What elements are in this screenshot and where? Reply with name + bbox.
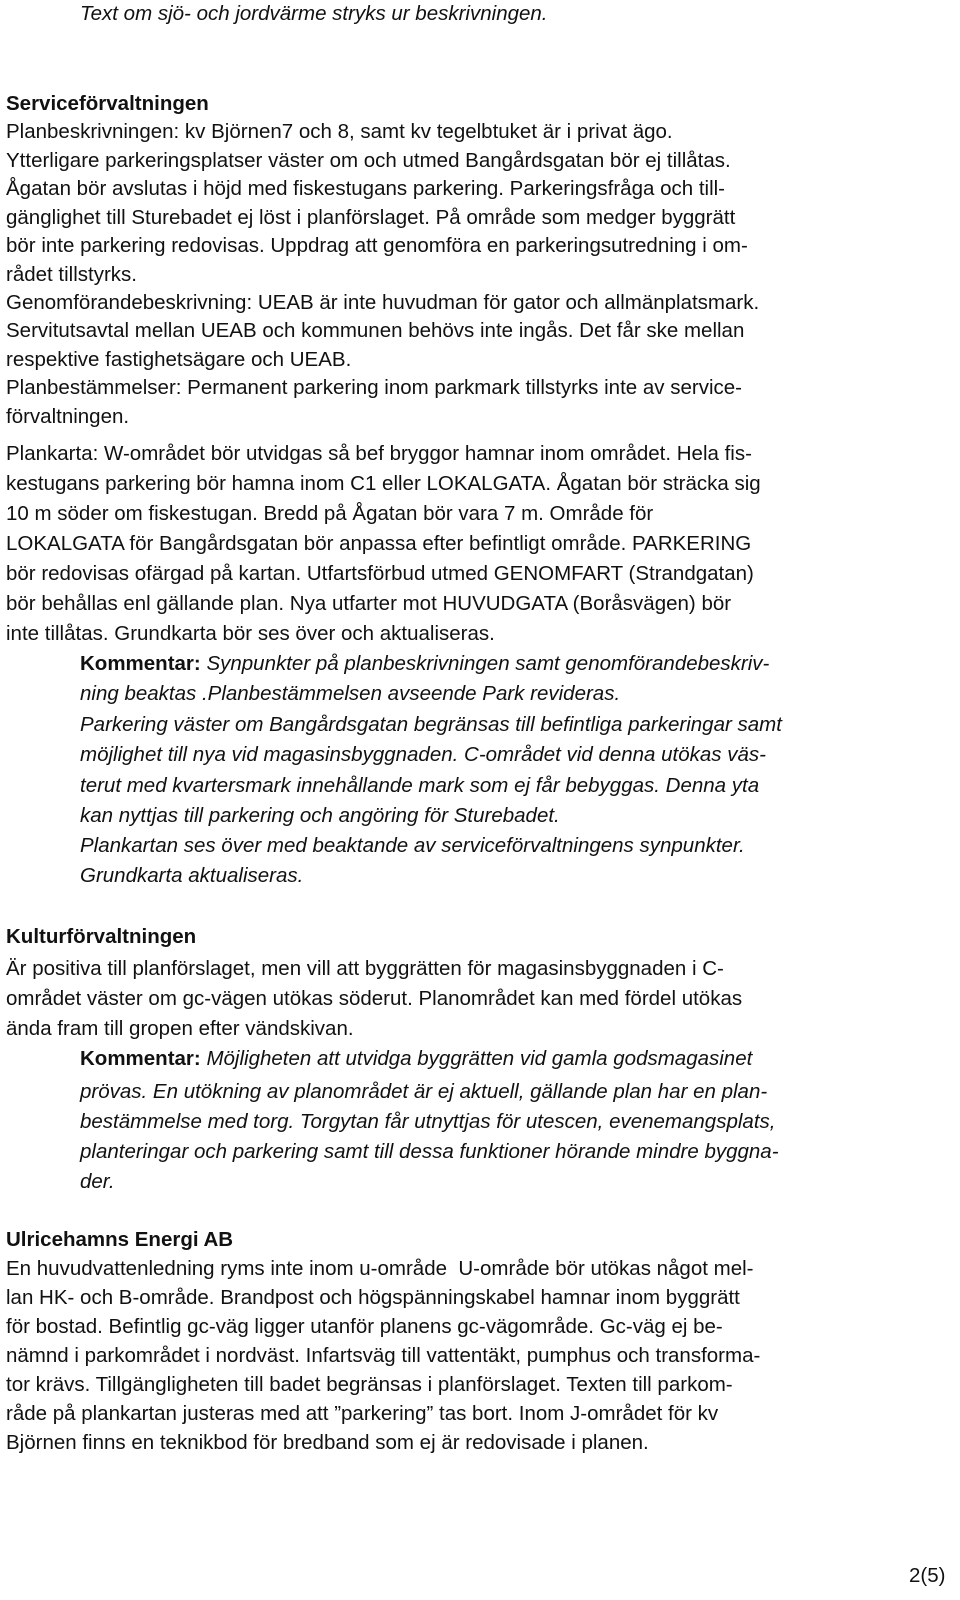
body-line: nämnd i parkområdet i nordväst. Infartsväg till vattentäkt, pumphus och transforma- — [6, 1344, 761, 1367]
body-line: förvaltningen. — [6, 405, 130, 428]
comment-line: Plankartan ses över med beaktande av serviceförvaltningens synpunkter. — [80, 834, 745, 857]
section-heading-serviceforvaltningen: Serviceförvaltningen — [6, 92, 209, 115]
comment-line: möjlighet till nya vid magasinsbyggnaden. C-området vid denna utökas väs- — [80, 743, 766, 766]
body-line: Planbeskrivningen: kv Björnen7 och 8, samt kv tegelbtuket är i privat ägo. — [6, 120, 673, 143]
body-line: En huvudvattenledning ryms inte inom u-område U-område bör utökas något mel- — [6, 1257, 754, 1280]
intro-note: Text om sjö- och jordvärme stryks ur beskrivningen. — [80, 2, 548, 25]
comment-line: Grundkarta aktualiseras. — [80, 864, 304, 887]
body-line: bör redovisas ofärgad på kartan. Utfartsförbud utmed GENOMFART (Strandgatan) — [6, 562, 754, 585]
body-line: Ytterligare parkeringsplatser väster om och utmed Bangårdsgatan bör ej tillåtas. — [6, 149, 731, 172]
body-line: gänglighet till Sturebadet ej löst i planförslaget. På område som medger byggrätt — [6, 206, 736, 229]
body-line: Björnen finns en teknikbod för bredband som ej är redovisade i planen. — [6, 1431, 649, 1454]
body-line: Plankarta: W-området bör utvidgas så bef bryggor hamnar inom området. Hela fis- — [6, 442, 752, 465]
comment-label: Kommentar: — [80, 652, 201, 675]
body-line: inte tillåtas. Grundkarta bör ses över och aktualiseras. — [6, 622, 495, 645]
comment-line: kan nyttjas till parkering och angöring för Sturebadet. — [80, 804, 560, 827]
body-line: lan HK- och B-område. Brandpost och högspänningskabel hamnar inom byggrätt — [6, 1286, 740, 1309]
comment-line: Parkering väster om Bangårdsgatan begränsas till befintliga parkeringar samt — [80, 713, 782, 736]
body-line: rådet tillstyrks. — [6, 263, 137, 286]
comment-line: prövas. En utökning av planområdet är ej aktuell, gällande plan har en plan- — [80, 1080, 768, 1103]
comment-line: planteringar och parkering samt till dessa funktioner hörande mindre byggna- — [80, 1140, 779, 1163]
comment-line — [80, 1045, 752, 1073]
body-line: Är positiva till planförslaget, men vill att byggrätten för magasinsbyggnaden i C- — [6, 957, 724, 980]
comment-line: bestämmelse med torg. Torgytan får utnyttjas för utescen, evenemangsplats, — [80, 1110, 776, 1133]
comment-text: Möjligheten att utvidga byggrätten vid gamla godsmagasinet — [200, 1047, 753, 1070]
comment-line: terut med kvartersmark innehållande mark som ej får bebyggas. Denna yta — [80, 774, 760, 797]
comment-line: ning beaktas .Planbestämmelsen avseende Park revideras. — [80, 682, 621, 705]
body-line: respektive fastighetsägare och UEAB. — [6, 348, 352, 371]
comment-text: Synpunkter på planbeskrivningen samt genomförandebeskriv- — [200, 652, 770, 675]
section-heading-ulricehamns-energi: Ulricehamns Energi AB — [6, 1228, 234, 1251]
body-line: Planbestämmelser: Permanent parkering inom parkmark tillstyrks inte av service- — [6, 376, 742, 399]
page-number: 2(5) — [909, 1564, 946, 1587]
body-line: 10 m söder om fiskestugan. Bredd på Ågatan bör vara 7 m. Område för — [6, 502, 654, 525]
body-line: ända fram till gropen efter vändskivan. — [6, 1017, 354, 1040]
body-line: för bostad. Befintlig gc-väg ligger utanför planens gc-vägområde. Gc-väg ej be- — [6, 1315, 723, 1338]
body-line: bör inte parkering redovisas. Uppdrag att genomföra en parkeringsutredning i om- — [6, 234, 748, 257]
body-line: tor krävs. Tillgängligheten till badet begränsas i planförslaget. Texten till parkom- — [6, 1373, 733, 1396]
body-line: Servitutsavtal mellan UEAB och kommunen behövs inte ingås. Det får ske mellan — [6, 319, 745, 342]
comment-line: der. — [80, 1170, 115, 1193]
section-heading-kulturforvaltningen: Kulturförvaltningen — [6, 925, 197, 948]
comment-label: Kommentar: — [80, 1047, 201, 1070]
body-line: Ågatan bör avslutas i höjd med fiskestugans parkering. Parkeringsfråga och till- — [6, 177, 726, 200]
body-line: kestugans parkering bör hamna inom C1 eller LOKALGATA. Ågatan bör sträcka sig — [6, 472, 761, 495]
body-line: LOKALGATA för Bangårdsgatan bör anpassa efter befintligt område. PARKERING — [6, 532, 752, 555]
body-line: Genomförandebeskrivning: UEAB är inte huvudman för gator och allmänplatsmark. — [6, 291, 760, 314]
body-line: området väster om gc-vägen utökas söderut. Planområdet kan med fördel utökas — [6, 987, 743, 1010]
comment-line — [80, 650, 769, 678]
body-line: bör behållas enl gällande plan. Nya utfarter mot HUVUDGATA (Boråsvägen) bör — [6, 592, 732, 615]
body-line: råde på plankartan justeras med att ”parkering” tas bort. Inom J-området för kv — [6, 1402, 719, 1425]
